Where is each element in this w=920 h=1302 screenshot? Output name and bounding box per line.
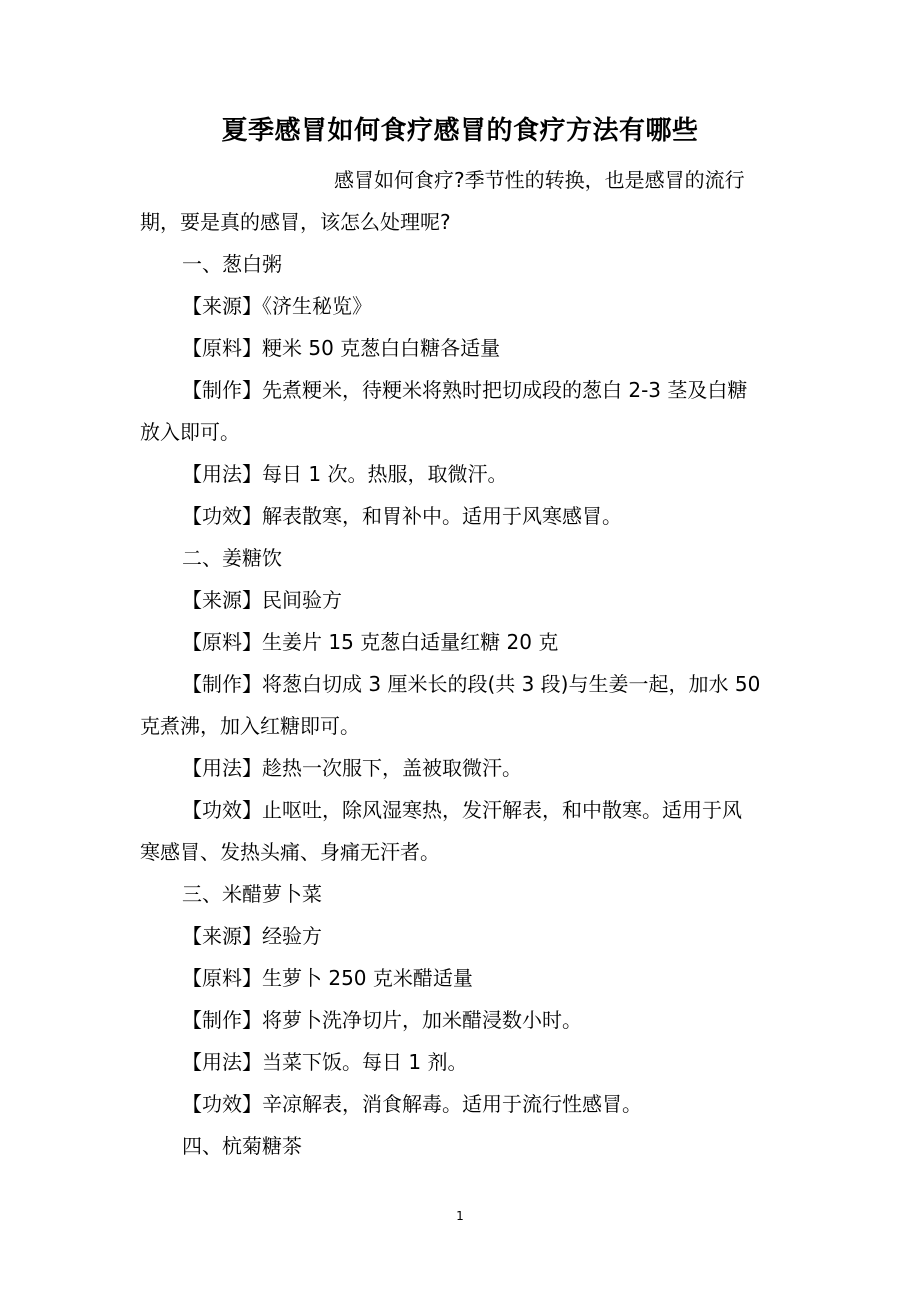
recipe-line: 【用法】每日 1 次。热服，取微汗。: [182, 462, 508, 486]
recipe-line: 【原料】粳米 50 克葱白白糖各适量: [182, 336, 501, 360]
intro-line-2: 期，要是真的感冒，该怎么处理呢?: [140, 210, 451, 234]
recipe-line: 【原料】生姜片 15 克葱白适量红糖 20 克: [182, 630, 559, 654]
recipe-line-continued: 克煮沸，加入红糖即可。: [140, 714, 360, 738]
section-heading-1: 一、葱白粥: [182, 252, 282, 276]
recipe-line: 【制作】将葱白切成 3 厘米长的段(共 3 段)与生姜一起，加水 50: [182, 672, 761, 696]
recipe-line: 【用法】当菜下饭。每日 1 剂。: [182, 1050, 468, 1074]
recipe-line: 【用法】趁热一次服下，盖被取微汗。: [182, 756, 522, 780]
recipe-line: 【来源】《济生秘览》: [182, 294, 372, 318]
recipe-line-continued: 放入即可。: [140, 420, 240, 444]
section-heading-3: 三、米醋萝卜菜: [182, 882, 322, 906]
page-number: 1: [456, 1209, 464, 1223]
recipe-line: 【功效】解表散寒，和胃补中。适用于风寒感冒。: [182, 504, 622, 528]
recipe-line: 【功效】止呕吐，除风湿寒热，发汗解表，和中散寒。适用于风: [182, 798, 742, 822]
recipe-line: 【制作】先煮粳米，待粳米将熟时把切成段的葱白 2-3 茎及白糖: [182, 378, 748, 402]
recipe-line: 【功效】辛凉解表，消食解毒。适用于流行性感冒。: [182, 1092, 642, 1116]
recipe-line: 【来源】民间验方: [182, 588, 342, 612]
recipe-line: 【来源】经验方: [182, 924, 322, 948]
recipe-line: 【原料】生萝卜 250 克米醋适量: [182, 966, 473, 990]
intro-line-1: 感冒如何食疗?季节性的转换，也是感冒的流行: [334, 168, 745, 192]
document-title: 夏季感冒如何食疗感冒的食疗方法有哪些: [221, 116, 699, 146]
recipe-line-continued: 寒感冒、发热头痛、身痛无汗者。: [140, 840, 440, 864]
section-heading-2: 二、姜糖饮: [182, 546, 282, 570]
recipe-line: 【制作】将萝卜洗净切片，加米醋浸数小时。: [182, 1008, 582, 1032]
section-heading-4: 四、杭菊糖茶: [182, 1134, 302, 1158]
